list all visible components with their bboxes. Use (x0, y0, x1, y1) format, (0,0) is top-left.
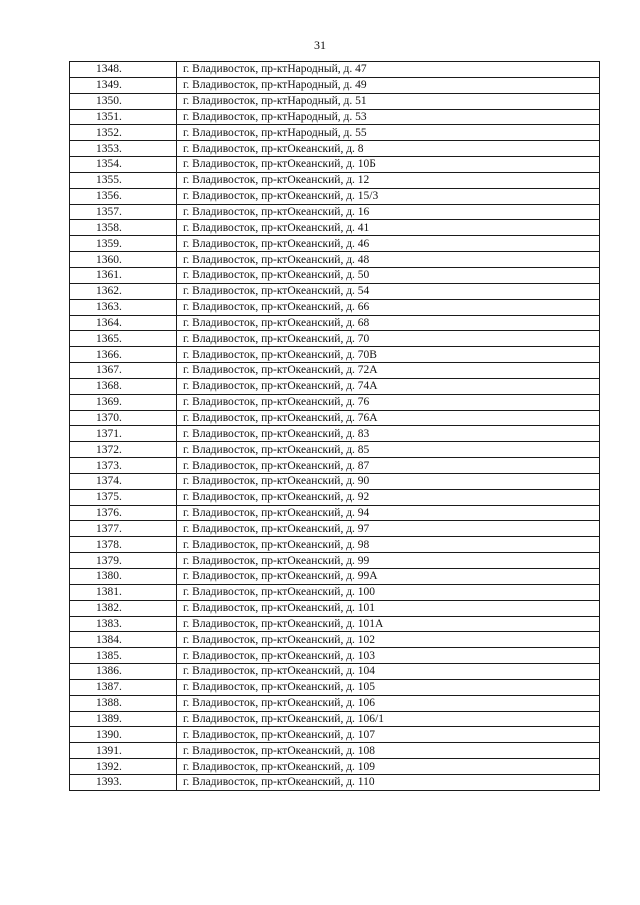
address-cell: г. Владивосток, пр-ктОкеанский, д. 87 (177, 458, 600, 474)
row-number-cell: 1360. (70, 252, 177, 268)
address-table-body (70, 62, 600, 791)
address-cell: г. Владивосток, пр-ктНародный, д. 51 (177, 93, 600, 109)
address-cell: г. Владивосток, пр-ктОкеанский, д. 94 (177, 505, 600, 521)
row-number-cell: 1364. (70, 315, 177, 331)
address-cell: г. Владивосток, пр-ктОкеанский, д. 15/3 (177, 188, 600, 204)
table-row (70, 600, 600, 616)
table-row (70, 473, 600, 489)
row-number-cell: 1374. (70, 473, 177, 489)
row-number-cell: 1375. (70, 489, 177, 505)
table-row (70, 188, 600, 204)
address-cell: г. Владивосток, пр-ктОкеанский, д. 102 (177, 632, 600, 648)
table-row (70, 331, 600, 347)
address-cell: г. Владивосток, пр-ктОкеанский, д. 48 (177, 252, 600, 268)
row-number-cell: 1377. (70, 521, 177, 537)
address-cell: г. Владивосток, пр-ктОкеанский, д. 41 (177, 220, 600, 236)
table-row (70, 521, 600, 537)
row-number-cell: 1352. (70, 125, 177, 141)
row-number-cell: 1391. (70, 743, 177, 759)
table-row (70, 252, 600, 268)
row-number-cell: 1385. (70, 648, 177, 664)
address-cell: г. Владивосток, пр-ктОкеанский, д. 109 (177, 759, 600, 775)
address-cell: г. Владивосток, пр-ктОкеанский, д. 92 (177, 489, 600, 505)
row-number-cell: 1361. (70, 267, 177, 283)
table-row (70, 537, 600, 553)
table-row (70, 458, 600, 474)
address-cell: г. Владивосток, пр-ктОкеанский, д. 107 (177, 727, 600, 743)
row-number-cell: 1371. (70, 426, 177, 442)
row-number-cell: 1393. (70, 774, 177, 790)
address-table (69, 61, 600, 791)
row-number-cell: 1368. (70, 378, 177, 394)
row-number-cell: 1348. (70, 62, 177, 78)
row-number-cell: 1350. (70, 93, 177, 109)
table-row (70, 442, 600, 458)
row-number-cell: 1373. (70, 458, 177, 474)
table-row (70, 378, 600, 394)
table-row (70, 727, 600, 743)
row-number-cell: 1381. (70, 584, 177, 600)
row-number-cell: 1378. (70, 537, 177, 553)
row-number-cell: 1389. (70, 711, 177, 727)
table-row (70, 489, 600, 505)
address-cell: г. Владивосток, пр-ктОкеанский, д. 76 (177, 394, 600, 410)
table-row (70, 679, 600, 695)
row-number-cell: 1383. (70, 616, 177, 632)
address-cell: г. Владивосток, пр-ктОкеанский, д. 98 (177, 537, 600, 553)
address-cell: г. Владивосток, пр-ктОкеанский, д. 10Б (177, 157, 600, 173)
table-row (70, 632, 600, 648)
address-cell: г. Владивосток, пр-ктОкеанский, д. 100 (177, 584, 600, 600)
table-row (70, 236, 600, 252)
table-row (70, 109, 600, 125)
row-number-cell: 1349. (70, 77, 177, 93)
table-row (70, 774, 600, 790)
table-row (70, 664, 600, 680)
address-cell: г. Владивосток, пр-ктОкеанский, д. 110 (177, 774, 600, 790)
address-cell: г. Владивосток, пр-ктОкеанский, д. 12 (177, 172, 600, 188)
table-row (70, 505, 600, 521)
row-number-cell: 1386. (70, 664, 177, 680)
row-number-cell: 1355. (70, 172, 177, 188)
table-row (70, 711, 600, 727)
address-cell: г. Владивосток, пр-ктОкеанский, д. 101 (177, 600, 600, 616)
row-number-cell: 1356. (70, 188, 177, 204)
row-number-cell: 1370. (70, 410, 177, 426)
address-cell: г. Владивосток, пр-ктОкеанский, д. 50 (177, 267, 600, 283)
address-cell: г. Владивосток, пр-ктОкеанский, д. 97 (177, 521, 600, 537)
table-row (70, 77, 600, 93)
address-cell: г. Владивосток, пр-ктОкеанский, д. 85 (177, 442, 600, 458)
row-number-cell: 1359. (70, 236, 177, 252)
row-number-cell: 1354. (70, 157, 177, 173)
table-row (70, 172, 600, 188)
row-number-cell: 1392. (70, 759, 177, 775)
address-cell: г. Владивосток, пр-ктОкеанский, д. 99 (177, 553, 600, 569)
row-number-cell: 1353. (70, 141, 177, 157)
row-number-cell: 1358. (70, 220, 177, 236)
table-row (70, 394, 600, 410)
address-cell: г. Владивосток, пр-ктОкеанский, д. 70 (177, 331, 600, 347)
address-cell: г. Владивосток, пр-ктОкеанский, д. 16 (177, 204, 600, 220)
address-cell: г. Владивосток, пр-ктОкеанский, д. 8 (177, 141, 600, 157)
row-number-cell: 1379. (70, 553, 177, 569)
table-row (70, 363, 600, 379)
table-row (70, 569, 600, 585)
page-number: 31 (314, 38, 326, 52)
row-number-cell: 1384. (70, 632, 177, 648)
row-number-cell: 1388. (70, 695, 177, 711)
address-cell: г. Владивосток, пр-ктОкеанский, д. 54 (177, 283, 600, 299)
row-number-cell: 1387. (70, 679, 177, 695)
table-row (70, 315, 600, 331)
address-cell: г. Владивосток, пр-ктОкеанский, д. 99А (177, 569, 600, 585)
row-number-cell: 1369. (70, 394, 177, 410)
address-cell: г. Владивосток, пр-ктОкеанский, д. 74А (177, 378, 600, 394)
row-number-cell: 1380. (70, 569, 177, 585)
address-cell: г. Владивосток, пр-ктОкеанский, д. 90 (177, 473, 600, 489)
table-row (70, 141, 600, 157)
table-row (70, 759, 600, 775)
table-row (70, 220, 600, 236)
address-cell: г. Владивосток, пр-ктНародный, д. 53 (177, 109, 600, 125)
row-number-cell: 1376. (70, 505, 177, 521)
row-number-cell: 1363. (70, 299, 177, 315)
row-number-cell: 1382. (70, 600, 177, 616)
row-number-cell: 1362. (70, 283, 177, 299)
table-row (70, 616, 600, 632)
table-row (70, 62, 600, 78)
table-row (70, 648, 600, 664)
address-cell: г. Владивосток, пр-ктОкеанский, д. 68 (177, 315, 600, 331)
address-cell: г. Владивосток, пр-ктОкеанский, д. 106/1 (177, 711, 600, 727)
table-row (70, 299, 600, 315)
table-row (70, 93, 600, 109)
table-row (70, 157, 600, 173)
table-row (70, 426, 600, 442)
address-cell: г. Владивосток, пр-ктОкеанский, д. 72А (177, 363, 600, 379)
address-cell: г. Владивосток, пр-ктОкеанский, д. 103 (177, 648, 600, 664)
table-row (70, 347, 600, 363)
address-cell: г. Владивосток, пр-ктОкеанский, д. 70В (177, 347, 600, 363)
address-cell: г. Владивосток, пр-ктОкеанский, д. 106 (177, 695, 600, 711)
table-row (70, 204, 600, 220)
table-row (70, 584, 600, 600)
address-cell: г. Владивосток, пр-ктНародный, д. 55 (177, 125, 600, 141)
row-number-cell: 1372. (70, 442, 177, 458)
address-cell: г. Владивосток, пр-ктОкеанский, д. 76А (177, 410, 600, 426)
address-cell: г. Владивосток, пр-ктОкеанский, д. 46 (177, 236, 600, 252)
row-number-cell: 1357. (70, 204, 177, 220)
table-row (70, 283, 600, 299)
address-cell: г. Владивосток, пр-ктОкеанский, д. 104 (177, 664, 600, 680)
table-row (70, 267, 600, 283)
row-number-cell: 1366. (70, 347, 177, 363)
table-row (70, 743, 600, 759)
table-row (70, 125, 600, 141)
row-number-cell: 1365. (70, 331, 177, 347)
row-number-cell: 1367. (70, 363, 177, 379)
address-cell: г. Владивосток, пр-ктОкеанский, д. 101А (177, 616, 600, 632)
table-row (70, 553, 600, 569)
address-cell: г. Владивосток, пр-ктОкеанский, д. 108 (177, 743, 600, 759)
address-table-container (69, 61, 600, 791)
address-cell: г. Владивосток, пр-ктОкеанский, д. 83 (177, 426, 600, 442)
address-cell: г. Владивосток, пр-ктОкеанский, д. 66 (177, 299, 600, 315)
address-cell: г. Владивосток, пр-ктНародный, д. 47 (177, 62, 600, 78)
row-number-cell: 1351. (70, 109, 177, 125)
address-cell: г. Владивосток, пр-ктНародный, д. 49 (177, 77, 600, 93)
address-cell: г. Владивосток, пр-ктОкеанский, д. 105 (177, 679, 600, 695)
table-row (70, 410, 600, 426)
row-number-cell: 1390. (70, 727, 177, 743)
table-row (70, 695, 600, 711)
